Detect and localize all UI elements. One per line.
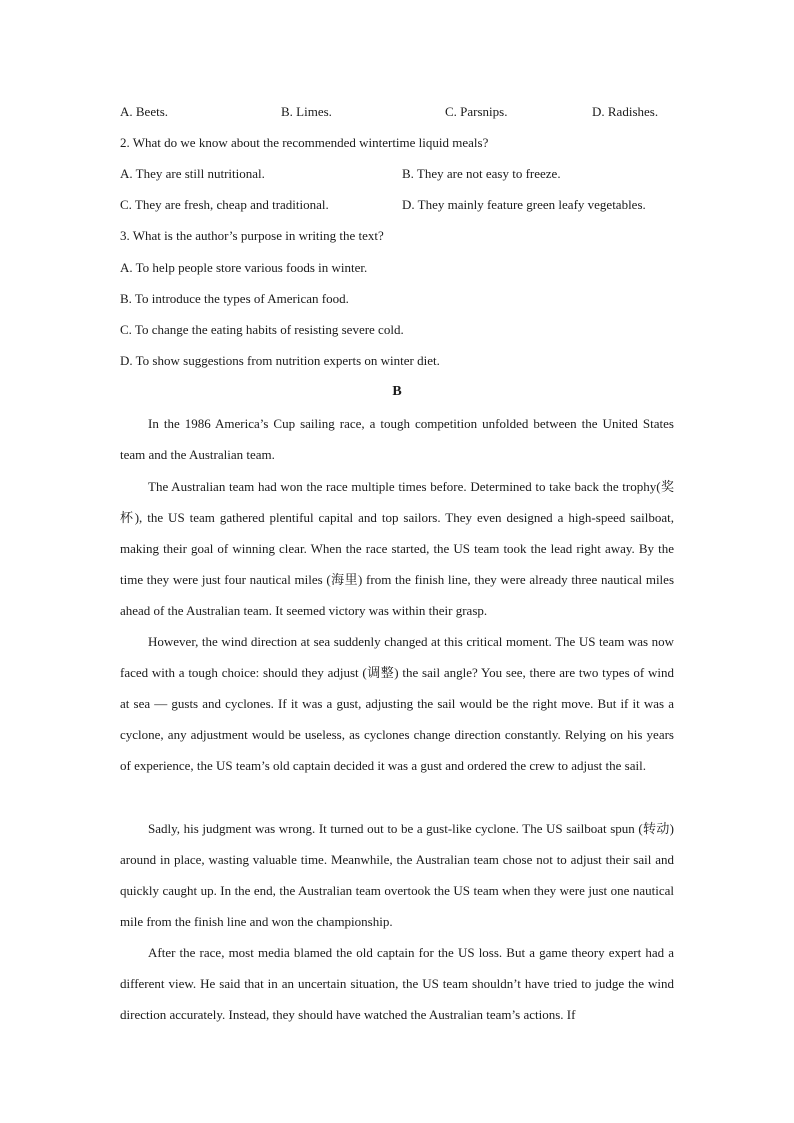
q2-option-c: C. They are fresh, cheap and traditional. — [120, 197, 329, 212]
passage-paragraph-5: After the race, most media blamed the old captain for the US loss. But a game theory expert had a different view. He said that in an uncertain situation, the US team shouldn’t have tried to judge the wind direction accurately. Instead, they should have watched the Australian team’s actions. If — [120, 945, 674, 1023]
q3-option-d: D. To show suggestions from nutrition experts on winter diet. — [120, 353, 440, 368]
q2-option-b: B. They are not easy to freeze. — [402, 166, 561, 181]
passage-paragraph-1: In the 1986 America’s Cup sailing race, a tough competition unfolded between the United States team and the Australian team. — [120, 416, 674, 463]
q2-option-d: D. They mainly feature green leafy vegetables. — [402, 197, 646, 212]
q2-question: 2. What do we know about the recommended wintertime liquid meals? — [120, 135, 489, 150]
q1-option-b: B. Limes. — [281, 104, 332, 119]
q1-options — [0, 104, 794, 120]
q3-question: 3. What is the author’s purpose in writing the text? — [120, 228, 384, 243]
passage-paragraph-4: Sadly, his judgment was wrong. It turned out to be a gust-like cyclone. The US sailboat spun (转动) around in place, wasting valuable time. Meanwhile, the Australian team chose not to adjust their sail and quickly caught up. In the end, the Australian team overtook the US team when they were just one nautical mile from the finish line and won the championship. — [120, 821, 674, 930]
q3-option-b: B. To introduce the types of American food. — [120, 291, 349, 306]
q3-option-a: A. To help people store various foods in winter. — [120, 260, 368, 275]
q1-option-c: C. Parsnips. — [445, 104, 508, 119]
passage-paragraph-3: However, the wind direction at sea suddenly changed at this critical moment. The US team was now faced with a tough choice: should they adjust (调整) the sail angle? You see, there are two types of wind at sea — gusts and cyclones. If it was a gust, adjusting the sail would be the right move. But if it was a cyclone, any adjustment would be useless, as cyclones change direction constantly. Relying on his years of experience, the US team’s old captain decided it was a gust and ordered the crew to adjust the sail. — [120, 634, 674, 774]
passage-paragraph-2: The Australian team had won the race multiple times before. Determined to take back the trophy(奖杯), the US team gathered plentiful capital and top sailors. They even designed a high-speed sailboat, making their goal of winning clear. When the race started, the US team took the lead right away. By the time they were just four nautical miles (海里) from the finish line, they were already three nautical miles ahead of the Australian team. It seemed victory was within their grasp. — [120, 479, 674, 619]
q1-option-a: A. Beets. — [120, 104, 169, 119]
section-heading: B — [392, 384, 402, 399]
q1-option-d: D. Radishes. — [592, 104, 659, 119]
q3-option-c: C. To change the eating habits of resisting severe cold. — [120, 322, 404, 337]
q2-option-a: A. They are still nutritional. — [120, 166, 265, 181]
